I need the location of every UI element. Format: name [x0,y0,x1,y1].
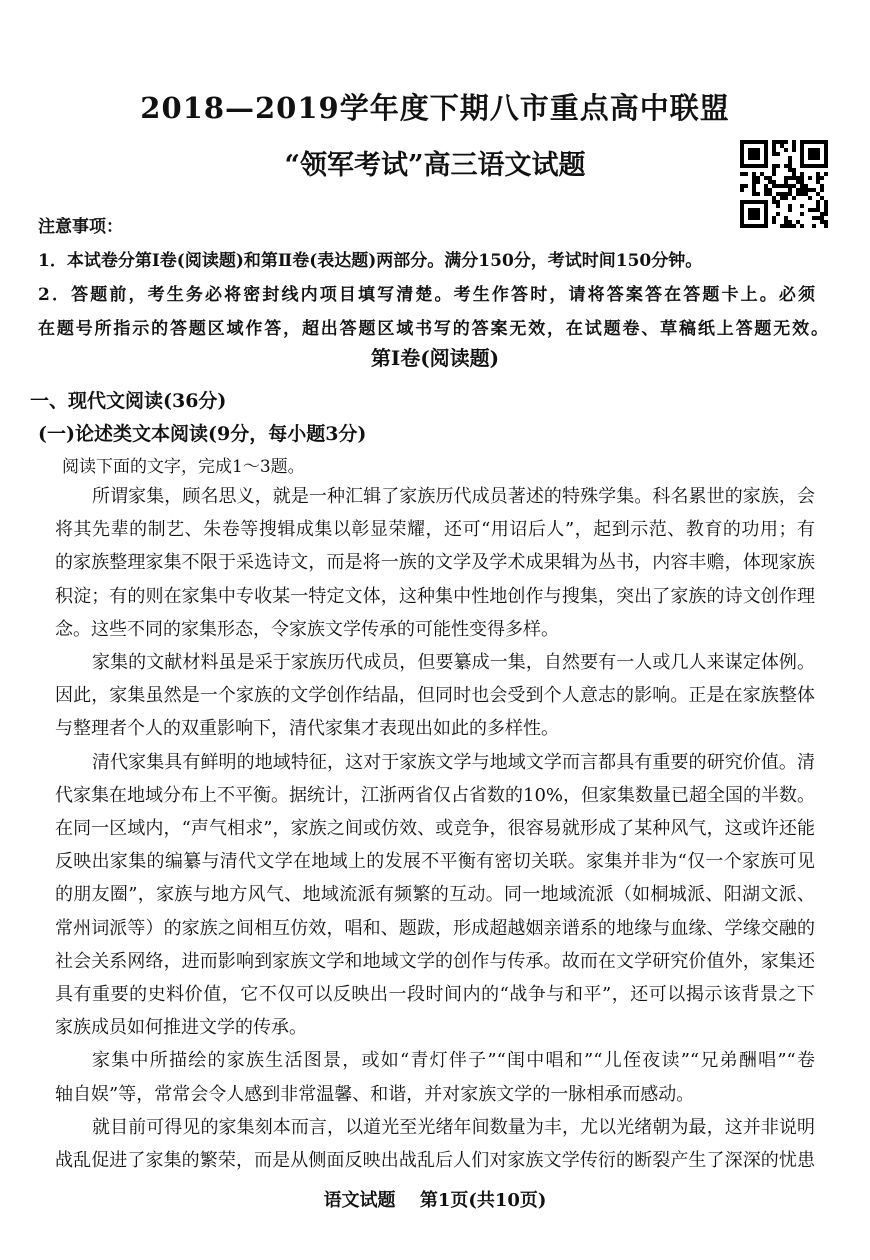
passage-line: 的家族整理家集不限于采选诗文，而是将一族的文学及学术成果辑为丛书，内容丰赡，体现家族 [55,552,815,574]
subsection-heading: (一)论述类文本阅读(9分，每小题3分) [38,423,367,445]
passage-line: 社会关系网络，进而影响到家族文学和地域文学的创作与传承。故而在文学研究价值外，家集还 [55,950,815,972]
volume-title: 第Ⅰ卷(阅读题) [370,346,500,370]
passage-line: 清代家集具有鲜明的地域特征，这对于家族文学与地域文学而言都具有重要的研究价值。清 [92,751,815,773]
passage-line: 代家集在地域分布上不平衡。据统计，江浙两省仅占省数的10%，但家集数量已超全国的半数。 [55,784,815,806]
passage-line: 与整理者个人的双重影响下，清代家集才表现出如此的多样性。 [55,718,559,740]
notice-item: 在题号所指示的答题区域作答，超出答题区域书写的答案无效，在试题卷、草稿纸上答题无效。 [38,319,828,339]
page-footer: 语文试题 第1页(共10页) [323,1190,547,1211]
passage-line: 积淀；有的则在家集中专收某一特定文体，这种集中性地创作与搜集，突出了家族的诗文创作理 [55,585,815,607]
passage-line: 家族成员如何推进文学的传承。 [55,1017,307,1039]
reading-instruction: 阅读下面的文字，完成1～3题。 [62,457,305,477]
section-heading: 一、现代文阅读(36分) [30,390,227,412]
notice-heading: 注意事项： [38,217,123,237]
passage-line: 因此，家集虽然是一个家族的文学创作结晶，但同时也会受到个人意志的影响。正是在家族整体 [55,685,815,707]
notice-item: 1．本试卷分第Ⅰ卷(阅读题)和第Ⅱ卷(表达题)两部分。满分150分，考试时间150分钟。 [38,251,703,271]
passage-line: 常州词派等）的家族之间相互仿效，唱和、题跋，形成超越姻亲谱系的地缘与血缘、学缘交融的 [55,917,815,939]
passage-line: 将其先辈的制艺、朱卷等搜辑成集以彰显荣耀，还可“用诏后人”，起到示范、教育的功用；有 [55,519,815,541]
passage-line: 念。这些不同的家集形态，令家族文学传承的可能性变得多样。 [55,618,559,640]
passage-line: 的朋友圈”，家族与地方风气、地域流派有频繁的互动。同一地域流派（如桐城派、阳湖文派、 [55,884,815,906]
passage-line: 所谓家集，顾名思义，就是一种汇辑了家族历代成员著述的特殊学集。科名累世的家族，会 [92,486,815,507]
passage-line: 战乱促进了家集的繁荣，而是从侧面反映出战乱后人们对家族文学传衍的断裂产生了深深的忧患 [55,1150,815,1171]
passage-line: 轴自娱”等，常常会令人感到非常温馨、和谐，并对家族文学的一脉相承而感动。 [55,1083,695,1105]
passage-line: 在同一区域内，“声气相求”，家族之间或仿效、或竞争，很容易就形成了某种风气，这或许还能 [55,818,815,839]
exam-title: 2018—2019学年度下期八市重点高中联盟 [140,91,730,125]
passage-line: 家集的文献材料虽是采于家族历代成员，但要纂成一集，自然要有一人或几人来谋定体例。 [92,652,815,673]
qr-code [740,140,828,228]
passage-line: 具有重要的史料价值，它不仅可以反映出一段时间内的“战争与和平”，还可以揭示该背景之下 [55,984,815,1005]
notice-item: 2．答题前，考生务必将密封线内项目填写清楚。考生作答时，请将答案答在答题卡上。必须 [38,285,815,305]
passage-line: 反映出家集的编纂与清代文学在地域上的发展不平衡有密切关联。家集并非为“仅一个家族可见 [55,851,815,873]
passage-line: 就目前可得见的家集刻本而言，以道光至光绪年间数量为丰，尤以光绪朝为最，这并非说明 [92,1116,815,1138]
passage-line: 家集中所描绘的家族生活图景，或如“青灯伴子”“闺中唱和”“儿侄夜读”“兄弟酬唱”“卷 [92,1050,815,1072]
exam-subtitle: “领军考试”高三语文试题 [284,150,586,181]
